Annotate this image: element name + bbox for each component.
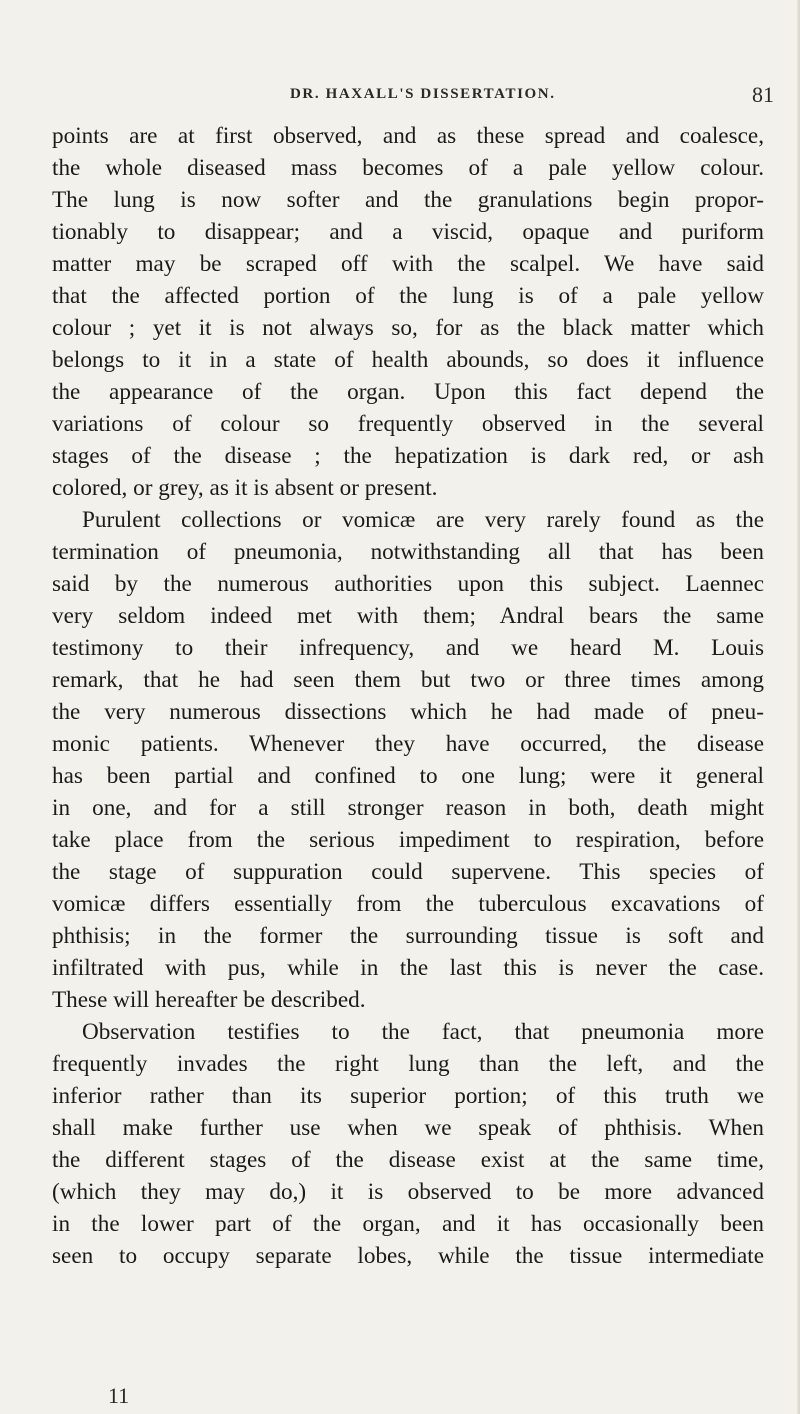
text-line: that the affected portion of the lung is of a pale yellow	[52, 283, 764, 309]
signature-mark: 11	[108, 1383, 130, 1408]
text-line: seen to occupy separate lobes, while the tissue intermediate	[52, 1243, 764, 1269]
text-line: (which they may do,) it is observed to be more advanced	[52, 1179, 764, 1205]
text-line: testimony to their infrequency, and we heard M. Louis	[52, 635, 764, 661]
text-line: frequently invades the right lung than the left, and the	[52, 1051, 764, 1077]
text-line: colour ; yet it is not always so, for as the black matter which	[52, 315, 764, 341]
text-line: shall make further use when we speak of phthisis. When	[52, 1115, 764, 1141]
text-line: the very numerous dissections which he had made of pneu-	[52, 699, 764, 725]
text-line: the different stages of the disease exist at the same time,	[52, 1147, 764, 1173]
text-line: variations of colour so frequently observed in the several	[52, 411, 764, 437]
text-line: has been partial and confined to one lung; were it general	[52, 763, 764, 789]
page-number: 81	[752, 82, 774, 107]
text-line: vomicæ differs essentially from the tuberculous excavations of	[52, 891, 764, 917]
text-line: phthisis; in the former the surrounding tissue is soft and	[52, 923, 764, 949]
text-line: The lung is now softer and the granulations begin propor-	[52, 187, 764, 213]
text-line: remark, that he had seen them but two or three times among	[52, 667, 764, 693]
text-line: stages of the disease ; the hepatization is dark red, or ash	[52, 443, 764, 469]
text-line: inferior rather than its superior portion; of this truth we	[52, 1083, 764, 1109]
text-line: These will hereafter be described.	[52, 987, 366, 1013]
text-line: the appearance of the organ. Upon this fact depend the	[52, 379, 764, 405]
text-line: the stage of suppuration could supervene. This species of	[52, 859, 764, 885]
text-line: in the lower part of the organ, and it has occasionally been	[52, 1211, 764, 1237]
text-line: said by the numerous authorities upon this subject. Laennec	[52, 571, 764, 597]
paragraph-start-line: Observation testifies to the fact, that pneumonia more	[82, 1019, 764, 1045]
text-line: matter may be scraped off with the scalpel. We have said	[52, 251, 764, 277]
text-line: very seldom indeed met with them; Andral bears the same	[52, 603, 764, 629]
text-line: points are at first observed, and as these spread and coalesce,	[52, 123, 764, 149]
text-line: belongs to it in a state of health abounds, so does it influence	[52, 347, 764, 373]
text-line: termination of pneumonia, notwithstanding all that has been	[52, 539, 764, 565]
text-line: in one, and for a still stronger reason in both, death might	[52, 795, 764, 821]
text-line: infiltrated with pus, while in the last this is never the case.	[52, 955, 764, 981]
text-line: monic patients. Whenever they have occurred, the disease	[52, 731, 764, 757]
text-line: tionably to disappear; and a viscid, opaque and puriform	[52, 219, 764, 245]
paragraph-start-line: Purulent collections or vomicæ are very rarely found as the	[82, 507, 764, 533]
text-line: the whole diseased mass becomes of a pale yellow colour.	[52, 155, 764, 181]
body-text	[52, 120, 764, 1272]
text-line: take place from the serious impediment to respiration, before	[52, 827, 764, 853]
running-title: DR. HAXALL'S DISSERTATION.	[290, 86, 556, 102]
text-line: colored, or grey, as it is absent or present.	[52, 475, 438, 501]
